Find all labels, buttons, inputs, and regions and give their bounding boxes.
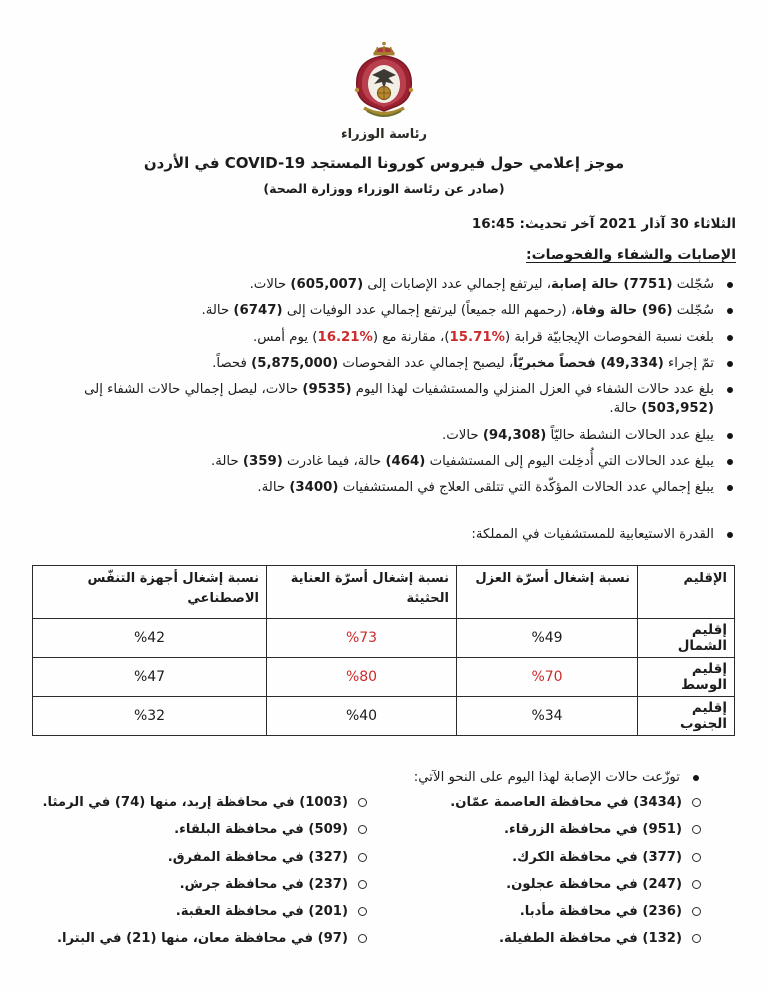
bullet-icon (727, 361, 733, 367)
circle-bullet-icon (358, 798, 367, 807)
occupancy-value-cell: %40 (267, 696, 457, 735)
bullet-item (18, 301, 738, 320)
governorate-item (14, 903, 370, 921)
bullet-text-segment: (3400) (289, 480, 339, 496)
bullet-text-segment: حالة. (257, 480, 290, 496)
bullet-text-segment: حالات، ليصل إجمالي حالات الشفاء إلى (84, 382, 303, 398)
occupancy-value-cell: %70 (457, 657, 638, 696)
distribution-intro-list (16, 768, 704, 787)
circle-bullet-icon (692, 825, 701, 834)
occupancy-value-cell: %34 (457, 696, 638, 735)
bullet-text-segment: ، ليصبح إجمالي عدد الفحوصات (338, 355, 514, 371)
bullet-item (18, 275, 738, 294)
bullet-icon (727, 387, 733, 393)
occupancy-value-cell: %80 (267, 657, 457, 696)
region-name-cell: إقليم الوسط (638, 657, 735, 696)
bullet-text-segment: حالة، فيما غادرت (282, 453, 386, 469)
bullet-text-segment: (7751) حالة إصابة (551, 277, 673, 292)
occupancy-value-cell: %73 (267, 618, 457, 657)
governorate-text: (132) في محافظة الطفيلة. (498, 931, 682, 947)
governorate-item (398, 821, 704, 839)
bullet-text-segment: سُجّلت (672, 277, 714, 292)
governorate-list-right (398, 794, 704, 948)
bullet-icon (727, 532, 733, 538)
bullet-text-segment: %16.21 (317, 329, 373, 345)
bullet-item (18, 328, 738, 347)
bullet-icon (693, 775, 699, 781)
section-heading-cases: الإصابات والشفاء والفحوصات: (526, 247, 736, 263)
governorate-text: (97) في محافظة معان، منها (21) في البترا. (56, 931, 348, 947)
bullet-text-segment: يبلغ عدد الحالات التي أُدخِلت اليوم إلى المستشفيات (425, 453, 714, 469)
governorate-text: (327) في محافظة المفرق. (167, 849, 348, 865)
governorate-item (398, 876, 704, 894)
bullet-text-segment: %15.71 (449, 329, 505, 345)
governorate-columns (14, 794, 704, 958)
governorate-list-left (14, 794, 370, 948)
governorate-text: (1003) في محافظة إربد، منها (74) في الرمثا. (42, 794, 348, 810)
occupancy-value-cell: %47 (33, 657, 267, 696)
governorate-text: (3434) في محافظة العاصمة عمّان. (450, 794, 682, 810)
hospital-capacity-table (32, 565, 735, 736)
bullet-text-segment: حالات. (249, 277, 291, 292)
circle-bullet-icon (358, 934, 367, 943)
governorate-column-right (398, 794, 704, 958)
circle-bullet-icon (692, 934, 701, 943)
table-header-row (33, 565, 735, 618)
region-name-cell: إقليم الشمال (638, 618, 735, 657)
governorate-text: (237) في محافظة جرش. (179, 876, 348, 892)
bullet-text-segment: (503,952) (641, 401, 714, 417)
bullet-item (18, 478, 738, 497)
page-title: موجز إعلامي حول فيروس كورونا المستجد COVID-19 في الأردن (143, 154, 625, 172)
circle-bullet-icon (692, 880, 701, 889)
col-header-ventilators: نسبة إشغال أجهزة التنفّس الاصطناعي (33, 565, 267, 618)
region-name-cell: إقليم الجنوب (638, 696, 735, 735)
document-header (0, 0, 768, 196)
governorate-item (14, 821, 370, 839)
col-header-icu-beds: نسبة إشغال أسرّة العناية الحثيثة (267, 565, 457, 618)
bullet-text-segment: ، (رحمهم الله جميعاً) ليرتفع إجمالي عدد الوفيات إلى (282, 303, 576, 319)
bullet-text-segment: (9535) (302, 382, 352, 398)
distribution-intro-item (16, 768, 704, 787)
governorate-item (14, 876, 370, 894)
occupancy-value-cell: %42 (33, 618, 267, 657)
bullet-text-segment: (605,007) (290, 277, 364, 292)
bullet-text-segment: حالة. (609, 401, 642, 417)
governorate-text: (201) في محافظة العقبة. (175, 904, 348, 920)
bullet-icon (727, 335, 733, 341)
page-subtitle: (صادر عن رئاسة الوزراء ووزارة الصحة) (263, 181, 505, 196)
bullet-icon (727, 308, 733, 314)
bullet-text-segment: سُجّلت (672, 303, 714, 319)
distribution-intro-text: توزّعت حالات الإصابة لهذا اليوم على النحو الآتي: (413, 769, 680, 785)
bullet-text-segment: (5,875,000) (251, 355, 339, 371)
capacity-intro-list (18, 525, 738, 544)
bullet-icon (727, 433, 733, 439)
bullet-text-segment: )، مقارنة مع ( (372, 329, 450, 345)
circle-bullet-icon (358, 825, 367, 834)
governorate-item (14, 849, 370, 867)
bullet-text-segment: (49,334) فحصاً مخبريّاً (513, 355, 664, 371)
bullet-text-segment: ، ليرتفع إجمالي عدد الإصابات إلى (363, 277, 552, 292)
bullet-text-segment: ) يوم أمس. (253, 329, 318, 345)
governorate-item (398, 930, 704, 948)
circle-bullet-icon (692, 907, 701, 916)
governorate-item (14, 930, 370, 948)
governorate-text: (509) في محافظة البلقاء. (174, 822, 348, 838)
bullet-item (18, 380, 738, 419)
governorate-text: (247) في محافظة عجلون. (506, 876, 682, 892)
table-row (33, 657, 735, 696)
governorate-text: (951) في محافظة الزرقاء. (503, 822, 682, 838)
bullet-text-segment: بلغ عدد حالات الشفاء في العزل المنزلي والمستشفيات لهذا اليوم (351, 382, 714, 398)
governorate-column-left (14, 794, 370, 958)
cases-bullet-list (18, 275, 738, 497)
bullet-text-segment: يبلغ إجمالي عدد الحالات المؤكّدة التي تتلقى العلاج في المستشفيات (338, 480, 714, 496)
governorate-item (14, 794, 370, 812)
bullet-text-segment: (464) (385, 453, 426, 469)
date-updated-line: الثلاثاء 30 آذار 2021 آخر تحديث: 16:45 (471, 216, 736, 232)
bullet-text-segment: تمّ إجراء (663, 355, 714, 371)
bullet-text-segment: (359) (242, 453, 283, 469)
bullet-text-segment: حالة. (201, 303, 234, 319)
circle-bullet-icon (692, 798, 701, 807)
governorate-item (398, 903, 704, 921)
bullet-icon (727, 282, 733, 288)
bullet-text-segment: يبلغ عدد الحالات النشطة حاليّاً (546, 427, 714, 443)
governorate-text: (377) في محافظة الكرك. (512, 849, 682, 865)
bullet-text-segment: فحصاً. (212, 355, 252, 371)
bullet-text-segment: (94,308) (482, 427, 547, 443)
col-header-isolation-beds: نسبة إشغال أسرّة العزل (457, 565, 638, 618)
bullet-text-segment: حالات. (442, 427, 483, 443)
governorate-item (398, 794, 704, 812)
circle-bullet-icon (358, 907, 367, 916)
prime-ministry-script: رئاسة الوزراء (341, 127, 427, 142)
bullet-item (18, 452, 738, 471)
occupancy-value-cell: %49 (457, 618, 638, 657)
capacity-intro-item (18, 525, 738, 544)
bullet-text-segment: حالة. (211, 453, 243, 469)
occupancy-value-cell: %32 (33, 696, 267, 735)
table-row (33, 696, 735, 735)
circle-bullet-icon (692, 853, 701, 862)
jordan-coat-of-arms-icon (334, 40, 434, 122)
circle-bullet-icon (358, 880, 367, 889)
bullet-icon (727, 459, 733, 465)
bullet-item (18, 354, 738, 373)
bullet-text-segment: (96) حالة وفاة (575, 303, 673, 319)
col-header-region: الإقليم (638, 565, 735, 618)
capacity-intro-text: القدرة الاستيعابية للمستشفيات في المملكة: (471, 527, 714, 543)
governorate-text: (236) في محافظة مأدبا. (519, 904, 682, 920)
bullet-text-segment: (6747) (233, 303, 283, 319)
bullet-text-segment: بلغت نسبة الفحوصات الإيجابيّة قرابة ( (504, 329, 714, 345)
bullet-item (18, 426, 738, 445)
circle-bullet-icon (358, 853, 367, 862)
bullet-icon (727, 485, 733, 491)
table-row (33, 618, 735, 657)
governorate-item (398, 849, 704, 867)
